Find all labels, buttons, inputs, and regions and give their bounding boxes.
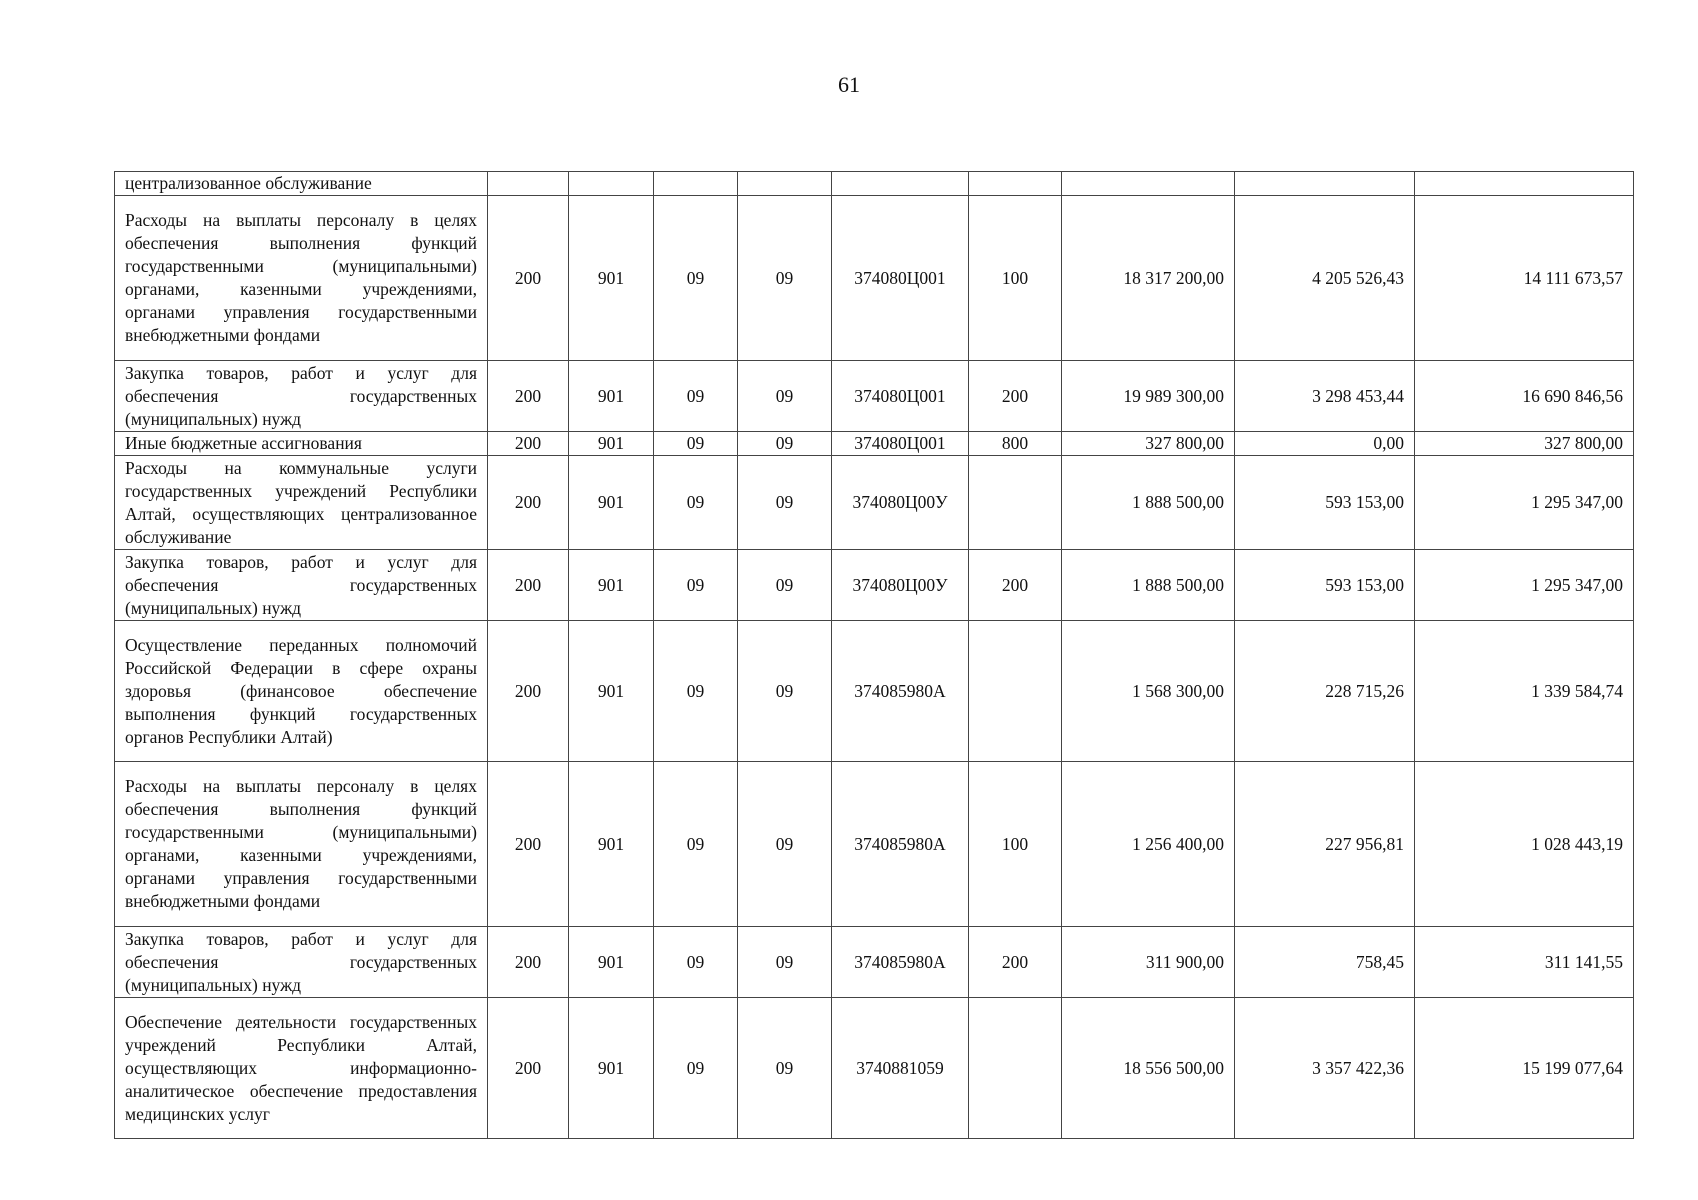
remainder-amount: 14 111 673,57	[1415, 196, 1634, 361]
admin-code: 200	[488, 927, 569, 998]
remainder-amount: 1 295 347,00	[1415, 550, 1634, 621]
row-description: Осуществление переданных полномочий Российской Федерации в сфере охраны здоровья (финансовое обеспечение выполнения функций государственных органов Республики Алтай)	[115, 621, 488, 762]
executed-amount: 3 357 422,36	[1235, 998, 1415, 1139]
table-row	[115, 621, 1634, 762]
ministry-code: 901	[569, 361, 654, 432]
subsection-code: 09	[738, 550, 832, 621]
expense-type	[969, 172, 1062, 196]
table-row	[115, 998, 1634, 1139]
table-row	[115, 432, 1634, 456]
plan-amount: 1 568 300,00	[1062, 621, 1235, 762]
section-code: 09	[654, 196, 738, 361]
plan-amount: 1 888 500,00	[1062, 550, 1235, 621]
executed-amount: 227 956,81	[1235, 762, 1415, 927]
subsection-code: 09	[738, 456, 832, 550]
expense-type: 200	[969, 361, 1062, 432]
subsection-code	[738, 172, 832, 196]
target-article: 374080Ц001	[832, 432, 969, 456]
section-code: 09	[654, 456, 738, 550]
target-article: 374080Ц00У	[832, 456, 969, 550]
page-number: 61	[838, 72, 860, 97]
remainder-amount: 327 800,00	[1415, 432, 1634, 456]
table-row	[115, 550, 1634, 621]
executed-amount: 593 153,00	[1235, 550, 1415, 621]
section-code: 09	[654, 998, 738, 1139]
section-code: 09	[654, 361, 738, 432]
row-description: Обеспечение деятельности государственных учреждений Республики Алтай, осуществляющих информационно-аналитическое обеспечение предоставления медицинских услуг	[115, 998, 488, 1139]
section-code	[654, 172, 738, 196]
row-description: Расходы на коммунальные услуги государственных учреждений Республики Алтай, осуществляющих централизованное обслуживание	[115, 456, 488, 550]
ministry-code: 901	[569, 621, 654, 762]
admin-code: 200	[488, 550, 569, 621]
remainder-amount: 1 295 347,00	[1415, 456, 1634, 550]
executed-amount: 4 205 526,43	[1235, 196, 1415, 361]
admin-code: 200	[488, 456, 569, 550]
expense-type: 200	[969, 927, 1062, 998]
target-article: 374080Ц001	[832, 361, 969, 432]
table-row	[115, 762, 1634, 927]
executed-amount: 758,45	[1235, 927, 1415, 998]
target-article	[832, 172, 969, 196]
admin-code	[488, 172, 569, 196]
row-description: Закупка товаров, работ и услуг для обеспечения государственных (муниципальных) нужд	[115, 550, 488, 621]
section-code: 09	[654, 927, 738, 998]
admin-code: 200	[488, 361, 569, 432]
target-article: 3740881059	[832, 998, 969, 1139]
executed-amount: 0,00	[1235, 432, 1415, 456]
row-description: Закупка товаров, работ и услуг для обеспечения государственных (муниципальных) нужд	[115, 361, 488, 432]
subsection-code: 09	[738, 196, 832, 361]
ministry-code: 901	[569, 196, 654, 361]
admin-code: 200	[488, 998, 569, 1139]
row-description: Закупка товаров, работ и услуг для обеспечения государственных (муниципальных) нужд	[115, 927, 488, 998]
row-description: Расходы на выплаты персоналу в целях обеспечения выполнения функций государственными (муниципальными) органами, казенными учреждениями, органами управления государственными внебюджетными фондами	[115, 196, 488, 361]
ministry-code: 901	[569, 762, 654, 927]
ministry-code: 901	[569, 432, 654, 456]
ministry-code: 901	[569, 456, 654, 550]
subsection-code: 09	[738, 998, 832, 1139]
plan-amount: 327 800,00	[1062, 432, 1235, 456]
plan-amount: 1 256 400,00	[1062, 762, 1235, 927]
target-article: 374085980А	[832, 927, 969, 998]
expense-type	[969, 456, 1062, 550]
section-code: 09	[654, 550, 738, 621]
plan-amount: 19 989 300,00	[1062, 361, 1235, 432]
row-description: Расходы на выплаты персоналу в целях обеспечения выполнения функций государственными (муниципальными) органами, казенными учреждениями, органами управления государственными внебюджетными фондами	[115, 762, 488, 927]
executed-amount: 3 298 453,44	[1235, 361, 1415, 432]
table-row	[115, 927, 1634, 998]
subsection-code: 09	[738, 361, 832, 432]
table-row	[115, 172, 1634, 196]
budget-table	[114, 171, 1634, 1139]
executed-amount: 593 153,00	[1235, 456, 1415, 550]
section-code: 09	[654, 432, 738, 456]
expense-type	[969, 998, 1062, 1139]
ministry-code: 901	[569, 550, 654, 621]
plan-amount: 18 317 200,00	[1062, 196, 1235, 361]
remainder-amount: 311 141,55	[1415, 927, 1634, 998]
table-row	[115, 196, 1634, 361]
admin-code: 200	[488, 196, 569, 361]
table-row	[115, 361, 1634, 432]
table-row	[115, 456, 1634, 550]
admin-code: 200	[488, 762, 569, 927]
ministry-code: 901	[569, 927, 654, 998]
target-article: 374085980А	[832, 762, 969, 927]
subsection-code: 09	[738, 762, 832, 927]
admin-code: 200	[488, 432, 569, 456]
row-description: Иные бюджетные ассигнования	[115, 432, 488, 456]
expense-type: 100	[969, 762, 1062, 927]
expense-type	[969, 621, 1062, 762]
section-code: 09	[654, 621, 738, 762]
section-code: 09	[654, 762, 738, 927]
executed-amount: 228 715,26	[1235, 621, 1415, 762]
plan-amount	[1062, 172, 1235, 196]
admin-code: 200	[488, 621, 569, 762]
target-article: 374085980А	[832, 621, 969, 762]
plan-amount: 18 556 500,00	[1062, 998, 1235, 1139]
subsection-code: 09	[738, 621, 832, 762]
row-description: централизованное обслуживание	[115, 172, 488, 196]
expense-type: 200	[969, 550, 1062, 621]
expense-type: 100	[969, 196, 1062, 361]
target-article: 374080Ц001	[832, 196, 969, 361]
remainder-amount: 16 690 846,56	[1415, 361, 1634, 432]
remainder-amount: 1 028 443,19	[1415, 762, 1634, 927]
subsection-code: 09	[738, 927, 832, 998]
remainder-amount: 15 199 077,64	[1415, 998, 1634, 1139]
remainder-amount: 1 339 584,74	[1415, 621, 1634, 762]
subsection-code: 09	[738, 432, 832, 456]
plan-amount: 1 888 500,00	[1062, 456, 1235, 550]
ministry-code: 901	[569, 998, 654, 1139]
target-article: 374080Ц00У	[832, 550, 969, 621]
remainder-amount	[1415, 172, 1634, 196]
executed-amount	[1235, 172, 1415, 196]
ministry-code	[569, 172, 654, 196]
expense-type: 800	[969, 432, 1062, 456]
plan-amount: 311 900,00	[1062, 927, 1235, 998]
